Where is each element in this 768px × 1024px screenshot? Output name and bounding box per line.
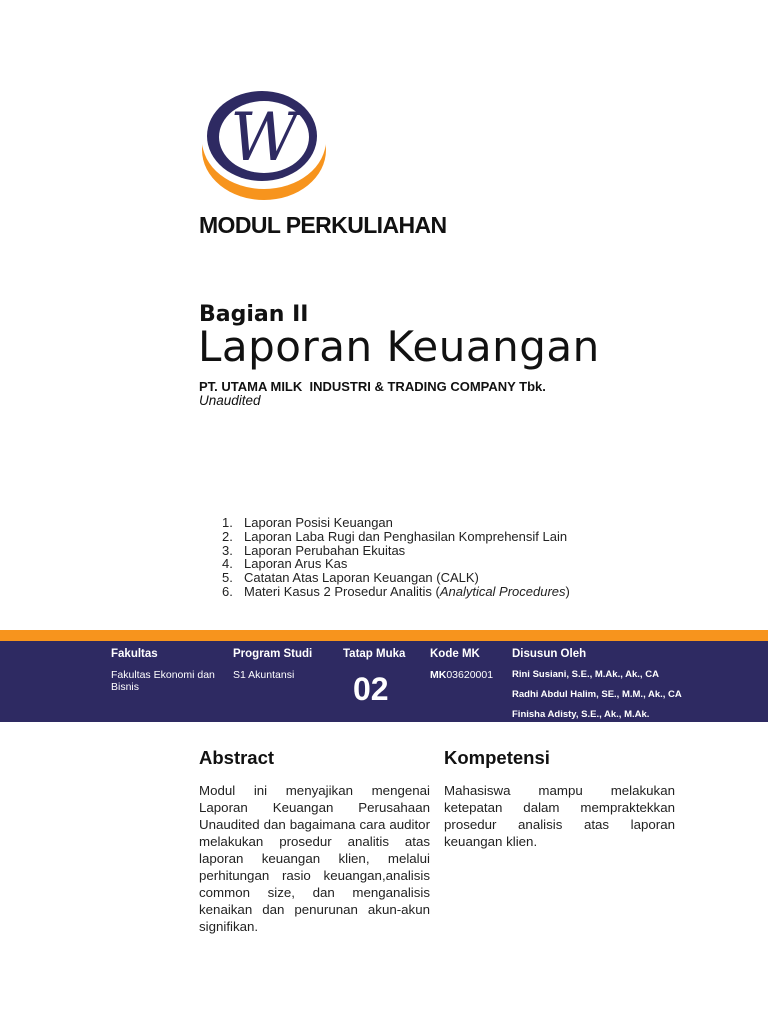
- page-title: Laporan Keuangan: [198, 322, 600, 371]
- contents-list: [222, 516, 570, 599]
- author-3: Finisha Adisty, S.E., Ak., M.Ak.: [512, 709, 650, 720]
- company-name: PT. UTAMA MILK INDUSTRI & TRADING COMPANY Tbk.: [199, 379, 546, 394]
- section-label: Bagian II: [199, 302, 309, 327]
- program-value: S1 Akuntansi: [233, 669, 295, 681]
- orange-divider: [0, 630, 768, 641]
- course-code: MK03620001: [430, 669, 494, 681]
- faculty-value: Fakultas Ekonomi dan Bisnis: [111, 669, 215, 693]
- competency-heading: Kompetensi: [444, 747, 550, 768]
- program-label: Program Studi: [233, 648, 313, 660]
- logo-letter: W: [230, 99, 298, 176]
- author-label: Disusun Oleh: [512, 648, 587, 660]
- course-info-band: [0, 641, 768, 722]
- competency-text: Mahasiswa mampu melakukan ketepatan dalam mempraktekkan prosedur analisis atas laporan keuangan klien.: [444, 783, 675, 849]
- university-w-logo-icon: [198, 88, 328, 206]
- module-label: MODUL PERKULIAHAN: [199, 212, 447, 238]
- list-item: 6. Materi Kasus 2 Prosedur Analitis (Analytical Procedures): [222, 583, 570, 599]
- abstract-text: Modul ini menyajikan mengenai Laporan Keuangan Perusahaan Unaudited dan bagaimana cara auditor melakukan prosedur analitis atas laporan keuangan klien, melalui perhitungan rasio keuangan,analisis common size, dan menganalisis kenaikan dan penurunan akun-akun signifikan.: [199, 783, 430, 934]
- author-1: Rini Susiani, S.E., M.Ak., Ak., CA: [512, 669, 659, 680]
- list-item: 2. Laporan Laba Rugi dan Penghasilan Komprehensif Lain: [222, 528, 568, 544]
- list-item: 3. Laporan Perubahan Ekuitas: [222, 542, 406, 558]
- list-item: 5. Catatan Atas Laporan Keuangan (CALK): [222, 570, 479, 586]
- audit-status: Unaudited: [199, 393, 261, 408]
- session-number: 02: [353, 671, 389, 707]
- faculty-label: Fakultas: [111, 648, 158, 660]
- course-code-label: Kode MK: [430, 648, 480, 660]
- list-item: 1. Laporan Posisi Keuangan: [222, 515, 393, 530]
- session-label: Tatap Muka: [343, 648, 406, 660]
- author-2: Radhi Abdul Halim, SE., M.M., Ak., CA: [512, 689, 682, 700]
- abstract-heading: Abstract: [199, 747, 275, 768]
- list-item: 4. Laporan Arus Kas: [222, 556, 348, 572]
